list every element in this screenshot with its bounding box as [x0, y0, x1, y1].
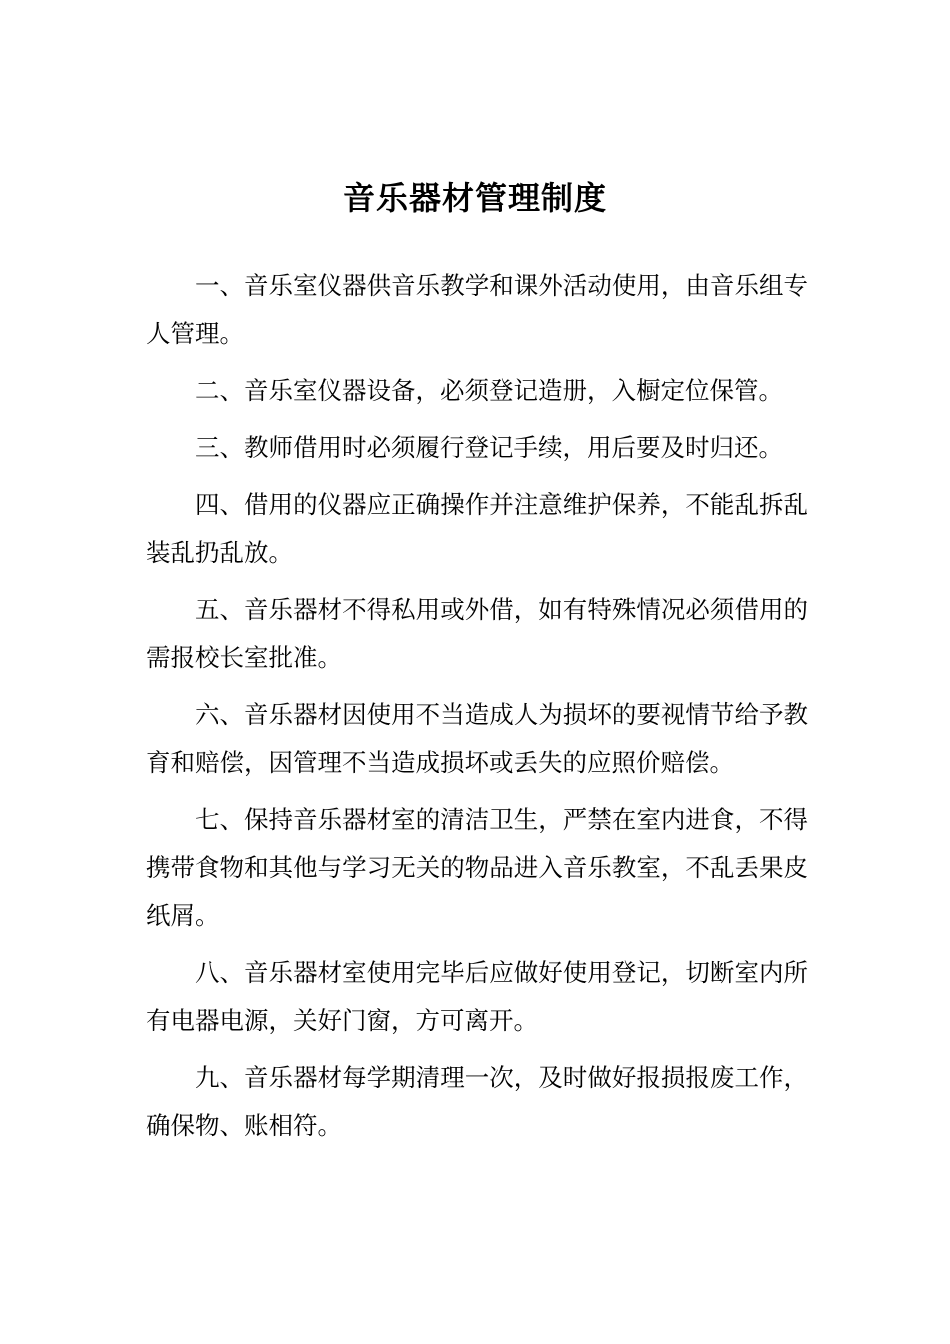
- rule-paragraph-8: 八、音乐器材室使用完毕后应做好使用登记，切断室内所有电器电源，关好门窗，方可离开。: [146, 958, 808, 1035]
- rule-paragraph-2: 二、音乐室仪器设备，必须登记造册，入橱定位保管。: [195, 376, 783, 405]
- document-body: [146, 262, 808, 1159]
- rule-paragraph-4: 四、借用的仪器应正确操作并注意维护保养，不能乱拆乱装乱扔乱放。: [146, 490, 808, 567]
- rule-paragraph-9: 九、音乐器材每学期清理一次，及时做好报损报废工作，确保物、账相符。: [146, 1063, 808, 1140]
- rule-paragraph-6: 六、音乐器材因使用不当造成人为损坏的要视情节给予教育和赔偿，因管理不当造成损坏或丢失的应照价赔偿。: [146, 700, 808, 777]
- rule-paragraph-1: 一、音乐室仪器供音乐教学和课外活动使用，由音乐组专人管理。: [146, 271, 808, 348]
- rule-paragraph-5: 五、音乐器材不得私用或外借，如有特殊情况必须借用的需报校长室批准。: [146, 595, 808, 672]
- rule-paragraph-7: 七、保持音乐器材室的清洁卫生，严禁在室内进食，不得携带食物和其他与学习无关的物品进入音乐教室，不乱丢果皮纸屑。: [146, 805, 808, 930]
- rule-paragraph-3: 三、教师借用时必须履行登记手续，用后要及时归还。: [195, 433, 783, 462]
- document-title: 音乐器材管理制度: [342, 179, 607, 217]
